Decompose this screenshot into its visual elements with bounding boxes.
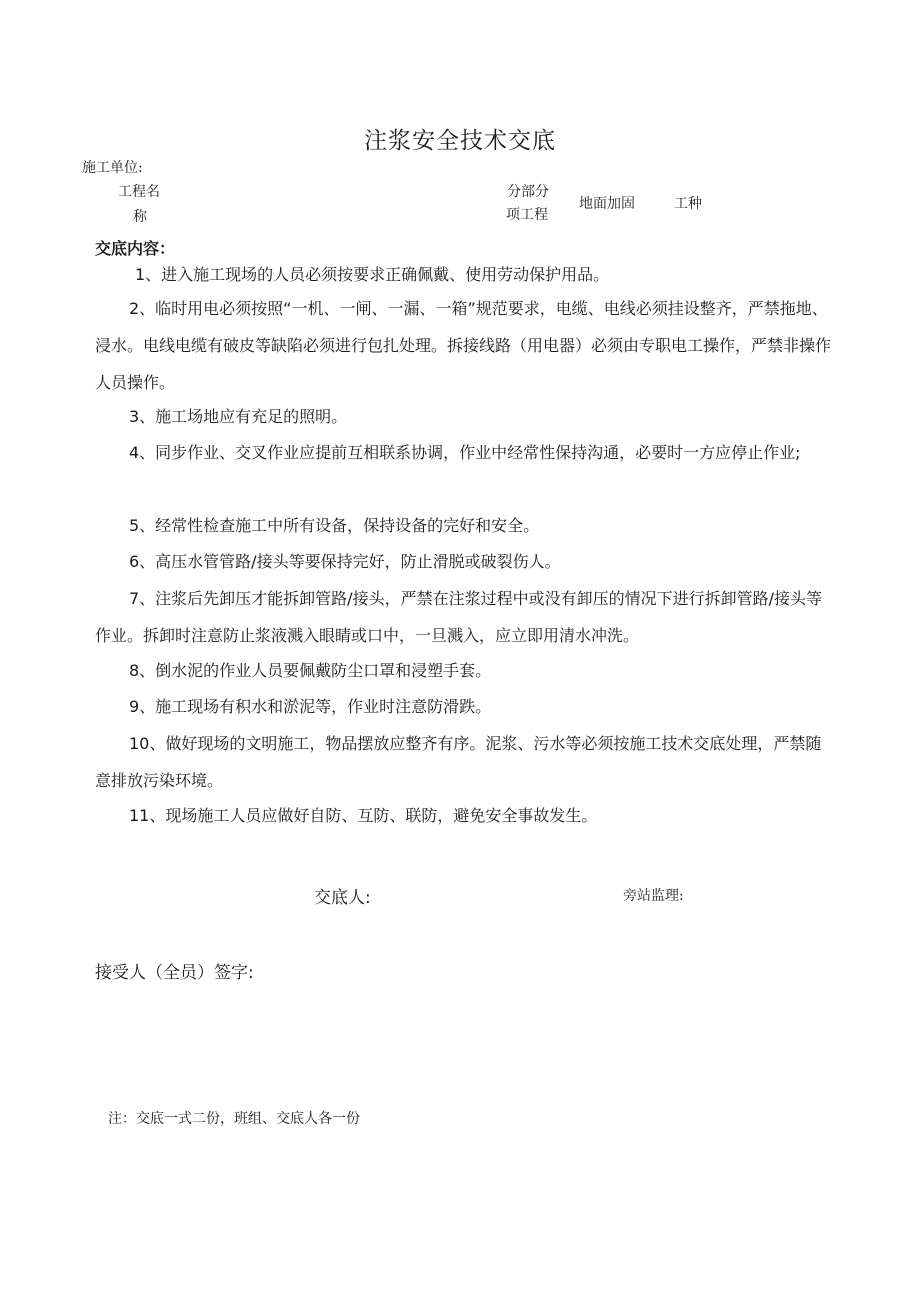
project-name-label-line2: 称 [133, 209, 147, 225]
content-item-1: 1、进入施工现场的人员必须按要求正确佩戴、使用劳动保护用品。 [135, 265, 610, 284]
content-item-7: 7、注浆后先卸压才能拆卸管路/接头，严禁在注浆过程中或没有卸压的情况下进行拆卸管路/接头等作业。拆卸时注意防止浆液溅入眼睛或口中，一旦溅入，应立即用清水冲洗。 [95, 589, 822, 645]
sub-project-value: 地面加固 [579, 196, 635, 212]
work-type-label: 工种 [674, 196, 702, 212]
content-item-9: 9、施工现场有积水和淤泥等，作业时注意防滑跌。 [129, 697, 492, 716]
content-heading: 交底内容： [95, 239, 176, 258]
project-name-label-line1: 工程名 [118, 184, 160, 200]
sub-project-label-line1: 分部分 [507, 184, 549, 200]
document-title: 注浆安全技术交底 [364, 128, 556, 154]
content-item-2: 2、临时用电必须按照“一机、一闸、一漏、一箱”规范要求，电缆、电线必须挂设整齐，严禁拖地、浸水。电线电缆有破皮等缺陷必须进行包扎处理。拆接线路（用电器）必须由专职电工操作，严禁非操作人员操作。 [95, 299, 832, 392]
discloser-label: 交底人: [314, 888, 371, 908]
content-item-8: 8、倒水泥的作业人员要佩戴防尘口罩和浸塑手套。 [129, 661, 492, 680]
construction-unit-label: 施工单位: [82, 160, 143, 176]
receiver-signature-label: 接受人（全员）签字: [95, 963, 254, 983]
content-item-4: 4、同步作业、交叉作业应提前互相联系协调，作业中经常性保持沟通，必要时一方应停止作业; [129, 443, 801, 462]
content-item-3: 3、施工场地应有充足的照明。 [129, 407, 348, 426]
content-item-11: 11、现场施工人员应做好自防、互防、联防，避免安全事故发生。 [129, 806, 598, 825]
supervisor-label: 旁站监理: [623, 888, 684, 904]
footer-note: 注：交底一式二份，班组、交底人各一份 [108, 1111, 360, 1127]
content-item-6: 6、高压水管管路/接头等要保持完好，防止滑脱或破裂伤人。 [129, 552, 561, 571]
content-item-10: 10、做好现场的文明施工，物品摆放应整齐有序。泥浆、污水等必须按施工技术交底处理，严禁随意排放污染环境。 [95, 734, 822, 790]
content-item-5: 5、经常性检查施工中所有设备，保持设备的完好和安全。 [129, 516, 540, 535]
sub-project-label-line2: 项工程 [506, 207, 548, 223]
